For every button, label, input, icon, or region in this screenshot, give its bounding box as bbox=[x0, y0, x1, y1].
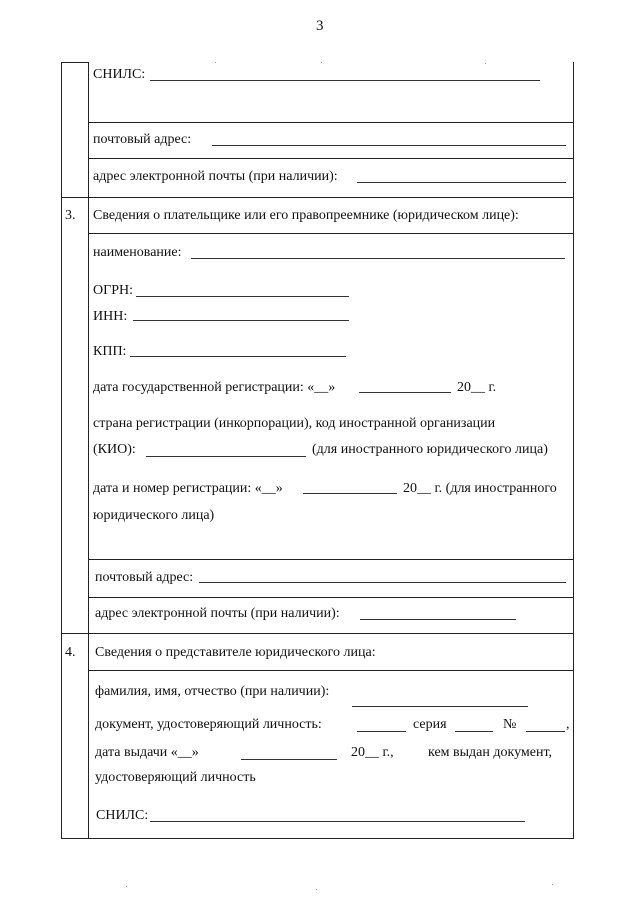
org-postal-address-field[interactable] bbox=[199, 582, 566, 583]
row-divider bbox=[88, 670, 574, 671]
reg-date-year: 20__ г. bbox=[457, 380, 497, 395]
rep-snils-field[interactable] bbox=[150, 821, 525, 822]
ogrn-label: ОГРН: bbox=[93, 283, 133, 298]
identity-doc-continuation: удостоверяющий личность bbox=[95, 770, 256, 785]
section-divider bbox=[61, 197, 574, 198]
kio-label: (КИО): bbox=[93, 442, 136, 457]
fio-field[interactable] bbox=[352, 706, 528, 707]
kpp-field[interactable] bbox=[130, 356, 346, 357]
inn-field[interactable] bbox=[133, 320, 349, 321]
page-number: 3 bbox=[316, 18, 324, 34]
document-number-field[interactable] bbox=[526, 731, 565, 732]
number-sign: № bbox=[503, 717, 517, 732]
email-label: адрес электронной почты (при наличии): bbox=[93, 169, 338, 184]
reg-number-note: юридического лица) bbox=[93, 508, 215, 523]
kio-note: (для иностранного юридического лица) bbox=[312, 442, 548, 457]
section-3-number: 3. bbox=[65, 208, 76, 223]
reg-number-year: 20__ г. (для иностранного bbox=[403, 481, 557, 496]
scan-speck bbox=[485, 63, 486, 64]
row-divider bbox=[88, 158, 574, 159]
postal-address-field[interactable] bbox=[212, 145, 566, 146]
org-name-field[interactable] bbox=[191, 258, 565, 259]
reg-date-label: дата государственной регистрации: «__» bbox=[93, 380, 336, 395]
email-field[interactable] bbox=[357, 182, 566, 183]
fio-label: фамилия, имя, отчество (при наличии): bbox=[95, 684, 330, 699]
postal-address-label: почтовый адрес: bbox=[93, 132, 192, 147]
row-divider bbox=[88, 597, 574, 598]
scan-speck bbox=[215, 62, 216, 63]
country-label: страна регистрации (инкорпорации), код иностранной организации bbox=[93, 416, 496, 431]
scan-speck bbox=[126, 886, 127, 887]
reg-number-label: дата и номер регистрации: «__» bbox=[93, 481, 283, 496]
table-top-border bbox=[61, 62, 88, 63]
reg-date-month-field[interactable] bbox=[359, 392, 451, 393]
org-name-label: наименование: bbox=[93, 245, 182, 260]
series-field[interactable] bbox=[455, 731, 493, 732]
identity-doc-field[interactable] bbox=[357, 731, 406, 732]
issue-year: 20__ г., bbox=[351, 745, 394, 760]
issue-date-label: дата выдачи «__» bbox=[95, 745, 199, 760]
snils-label: СНИЛС: bbox=[93, 67, 146, 82]
table-bottom-border bbox=[61, 838, 574, 839]
table-left-border bbox=[61, 62, 62, 838]
scan-speck bbox=[321, 62, 322, 63]
section-3-title: Сведения о плательщике или его правопреемнике (юридическом лице): bbox=[93, 208, 519, 223]
row-divider bbox=[88, 233, 574, 234]
section-divider bbox=[61, 633, 574, 634]
series-label: серия bbox=[413, 717, 447, 732]
section-4-title: Сведения о представителе юридического лица: bbox=[95, 645, 376, 660]
section-4-number: 4. bbox=[65, 645, 76, 660]
kio-field[interactable] bbox=[146, 456, 306, 457]
org-email-label: адрес электронной почты (при наличии): bbox=[95, 606, 340, 621]
scan-speck bbox=[552, 884, 553, 885]
reg-number-field[interactable] bbox=[303, 493, 397, 494]
scan-speck bbox=[316, 889, 317, 890]
identity-doc-label: документ, удостоверяющий личность: bbox=[95, 717, 322, 732]
issued-by-label: кем выдан документ, bbox=[428, 745, 553, 760]
issue-date-field[interactable] bbox=[241, 759, 337, 760]
org-postal-address-label: почтовый адрес: bbox=[95, 570, 194, 585]
inn-label: ИНН: bbox=[93, 309, 128, 324]
row-divider bbox=[88, 122, 574, 123]
rep-snils-label: СНИЛС: bbox=[96, 808, 149, 823]
table-right-border bbox=[573, 62, 574, 838]
org-email-field[interactable] bbox=[360, 619, 516, 620]
comma: , bbox=[566, 717, 570, 732]
kpp-label: КПП: bbox=[93, 344, 127, 359]
ogrn-field[interactable] bbox=[136, 296, 349, 297]
snils-field[interactable] bbox=[150, 80, 540, 81]
table-number-column-border bbox=[88, 62, 89, 838]
row-divider bbox=[88, 559, 574, 560]
